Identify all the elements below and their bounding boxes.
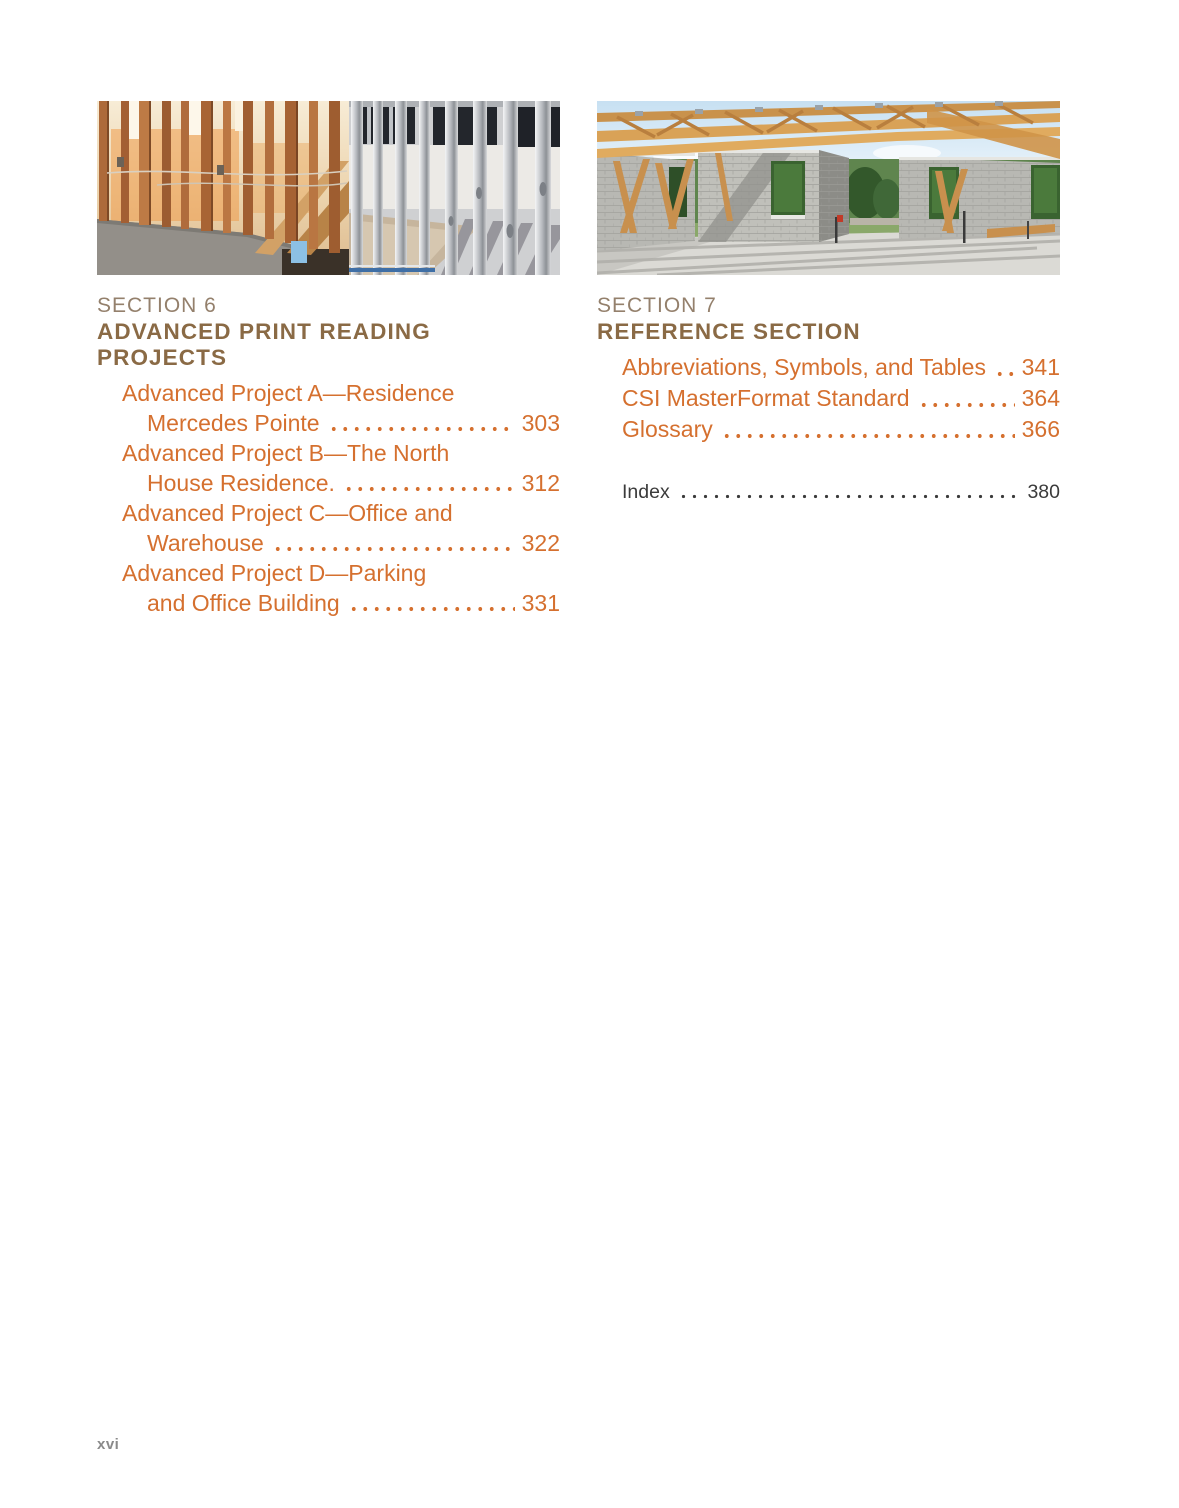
dot-leader: [994, 352, 1015, 383]
toc-entry-title: Glossary: [622, 416, 713, 442]
toc-page-number: 312: [521, 470, 560, 496]
toc-page-number: 303: [521, 410, 560, 436]
toc-entry: [97, 378, 560, 438]
section-label: SECTION 6: [97, 294, 217, 317]
dot-leader: [328, 408, 515, 438]
toc-page-number: 366: [1021, 416, 1060, 442]
index-entry: [597, 479, 1060, 505]
toc-entry-continuation: [97, 528, 560, 558]
dot-leader: [343, 468, 515, 498]
framing-photo: [97, 101, 560, 275]
toc-entry: [597, 352, 1060, 383]
section-heading: REFERENCE SECTION: [597, 319, 861, 344]
toc-entry-title-2: and Office Building: [147, 590, 340, 616]
toc-entry: [97, 438, 560, 498]
toc-entry-title: Advanced Project D—Parking: [122, 560, 427, 586]
toc-entry-title: Advanced Project C—Office and: [122, 500, 453, 526]
toc-entry-title-2: House Residence.: [147, 470, 335, 496]
toc-page-number: 341: [1021, 354, 1060, 380]
toc-entries: [597, 352, 1060, 445]
dot-leader: [721, 414, 1015, 445]
toc-page-number: 364: [1021, 385, 1060, 411]
toc-entry: [97, 558, 560, 618]
masonry-construction-photo: [597, 101, 1060, 275]
index-title: Index: [622, 481, 670, 503]
toc-entry-title: Abbreviations, Symbols, and Tables: [622, 354, 986, 380]
section-heading: ADVANCED PRINT READING PROJECTS: [97, 319, 431, 370]
toc-entry: [597, 383, 1060, 414]
section-label: SECTION 7: [597, 294, 717, 317]
toc-entries: [97, 378, 560, 618]
dot-leader: [678, 479, 1021, 505]
left-column: [97, 101, 560, 618]
toc-entry-title: Advanced Project B—The North: [122, 440, 450, 466]
toc-entry: [97, 498, 560, 558]
toc-entry-continuation: [97, 408, 560, 438]
toc-page-number: 331: [521, 590, 560, 616]
toc-entry-title: CSI MasterFormat Standard: [622, 385, 910, 411]
dot-leader: [348, 588, 515, 618]
toc-page-number: 322: [521, 530, 560, 556]
toc-entry: [597, 414, 1060, 445]
dot-leader: [918, 383, 1015, 414]
dot-leader: [272, 528, 515, 558]
toc-entry-title-2: Warehouse: [147, 530, 264, 556]
toc-entry-title: Advanced Project A—Residence: [122, 380, 455, 406]
toc-entry-continuation: [97, 468, 560, 498]
index-page-number: 380: [1027, 481, 1060, 503]
toc-entry-title-2: Mercedes Pointe: [147, 410, 320, 436]
right-column: [597, 101, 1060, 505]
toc-entry-continuation: [97, 588, 560, 618]
page-folio: xvi: [97, 1436, 120, 1453]
